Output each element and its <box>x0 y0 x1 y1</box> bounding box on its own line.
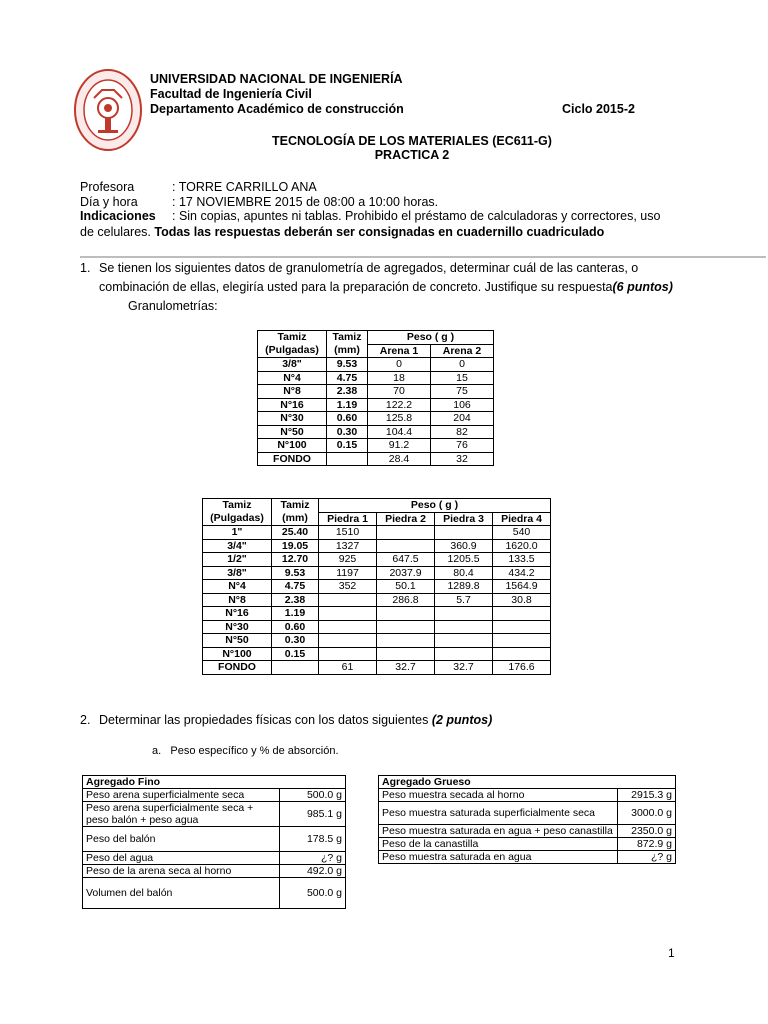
cell: 352 <box>319 580 377 594</box>
cell: 0 <box>368 358 431 372</box>
table-row <box>379 851 676 864</box>
university-name: UNIVERSIDAD NACIONAL DE INGENIERÍA <box>150 72 403 86</box>
cell: ¿? g <box>618 851 676 864</box>
cell <box>435 647 493 661</box>
table-row <box>258 358 494 372</box>
cell: 1620.0 <box>493 539 551 553</box>
q2-number: 2. <box>80 713 91 727</box>
cell <box>435 607 493 621</box>
cell: FONDO <box>258 452 327 466</box>
cell <box>493 620 551 634</box>
q2-sub-a <box>152 745 339 757</box>
department-name: Departamento Académico de construcción <box>150 102 404 116</box>
professor-value: : TORRE CARRILLO ANA <box>172 180 317 194</box>
piedra-h-pulgadas: (Pulgadas) <box>203 512 272 526</box>
cell: 1197 <box>319 566 377 580</box>
cell: 3000.0 g <box>618 802 676 825</box>
cell: 2350.0 g <box>618 825 676 838</box>
table-row <box>83 852 346 865</box>
cell: 434.2 <box>493 566 551 580</box>
table-row <box>203 580 551 594</box>
arena-h-peso: Peso ( g ) <box>368 331 494 345</box>
cell: 61 <box>319 661 377 675</box>
table-row <box>258 425 494 439</box>
piedra-col-3: Piedra 3 <box>435 512 493 526</box>
cell: 91.2 <box>368 439 431 453</box>
cell: 82 <box>431 425 494 439</box>
cell: 133.5 <box>493 553 551 567</box>
cell: 75 <box>431 385 494 399</box>
cell: 360.9 <box>435 539 493 553</box>
cell: 25.40 <box>272 526 319 540</box>
table-row <box>83 865 346 878</box>
cell <box>377 620 435 634</box>
cell <box>319 620 377 634</box>
piedra-col-4: Piedra 4 <box>493 512 551 526</box>
cell <box>493 607 551 621</box>
indications-label: Indicaciones <box>80 209 156 223</box>
indications-cont: de celulares. <box>80 225 155 239</box>
cell <box>319 647 377 661</box>
table-row <box>83 789 346 802</box>
cell: N°16 <box>203 607 272 621</box>
cell: 1.19 <box>272 607 319 621</box>
cell: 2.38 <box>272 593 319 607</box>
table-row <box>203 661 551 675</box>
table-row <box>258 412 494 426</box>
cell: 125.8 <box>368 412 431 426</box>
table-row <box>83 827 346 852</box>
table-row <box>258 371 494 385</box>
cell: 32.7 <box>435 661 493 675</box>
table-row <box>258 439 494 453</box>
cell: N°100 <box>258 439 327 453</box>
table-row <box>203 607 551 621</box>
cell <box>435 634 493 648</box>
table-row <box>203 566 551 580</box>
cell: 104.4 <box>368 425 431 439</box>
cell <box>493 647 551 661</box>
cell: 1205.5 <box>435 553 493 567</box>
arena-h-mm: (mm) <box>327 344 368 358</box>
cell: ¿? g <box>280 852 346 865</box>
cell <box>272 661 319 675</box>
piedra-h-tamiz-mm: Tamiz <box>272 499 319 513</box>
cell: 1.19 <box>327 398 368 412</box>
cell: N°8 <box>203 593 272 607</box>
cell <box>493 634 551 648</box>
cell: 9.53 <box>327 358 368 372</box>
indications-bold: Todas las respuestas deberán ser consignadas en cuadernillo cuadriculado <box>154 225 605 239</box>
indications-value: : Sin copias, apuntes ni tablas. Prohibido el préstamo de calculadoras y correctores, uso <box>172 209 661 223</box>
cell: 500.0 g <box>280 789 346 802</box>
q2-text: Determinar las propiedades físicas con los datos siguientes <box>99 713 429 727</box>
cell: 540 <box>493 526 551 540</box>
cell: 178.5 g <box>280 827 346 852</box>
cell <box>319 607 377 621</box>
piedra-h-peso: Peso ( g ) <box>319 499 551 513</box>
cell: 2.38 <box>327 385 368 399</box>
cell <box>377 647 435 661</box>
q1-number: 1. <box>80 261 91 275</box>
cell: 50.1 <box>377 580 435 594</box>
cell <box>377 526 435 540</box>
cell: 15 <box>431 371 494 385</box>
table-row <box>379 802 676 825</box>
faculty-name: Facultad de Ingeniería Civil <box>150 87 312 101</box>
cell: 0.30 <box>272 634 319 648</box>
indications-line <box>80 209 660 223</box>
q2-points: (2 puntos) <box>431 713 493 727</box>
page-number: 1 <box>668 946 675 960</box>
cell: 872.9 g <box>618 838 676 851</box>
cell: 3/8" <box>203 566 272 580</box>
cell: 5.7 <box>435 593 493 607</box>
cell: 2915.3 g <box>618 789 676 802</box>
table-row <box>203 553 551 567</box>
cell: 28.4 <box>368 452 431 466</box>
table-row <box>83 878 346 909</box>
table-row <box>379 789 676 802</box>
cell: 19.05 <box>272 539 319 553</box>
piedra-h-mm: (mm) <box>272 512 319 526</box>
cell: N°30 <box>203 620 272 634</box>
cycle: Ciclo 2015-2 <box>562 102 635 116</box>
cell <box>319 634 377 648</box>
arena-col-2: Arena 2 <box>431 344 494 358</box>
table-row <box>258 385 494 399</box>
piedra-h-tamiz: Tamiz <box>203 499 272 513</box>
table-row <box>203 647 551 661</box>
cell: Peso muestra saturada superficialmente seca <box>379 802 618 825</box>
cell <box>435 526 493 540</box>
q2-sub-a-letter: a. <box>152 745 162 757</box>
cell: 3/8" <box>258 358 327 372</box>
table-row <box>83 802 346 827</box>
cell: 32.7 <box>377 661 435 675</box>
cell: N°16 <box>258 398 327 412</box>
cell: 80.4 <box>435 566 493 580</box>
cell: N°4 <box>258 371 327 385</box>
grueso-table <box>378 775 676 864</box>
cell: 0.15 <box>327 439 368 453</box>
university-logo <box>72 68 144 156</box>
piedra-table <box>202 498 551 675</box>
cell: 4.75 <box>272 580 319 594</box>
table-row <box>258 452 494 466</box>
cell: 1327 <box>319 539 377 553</box>
cell: 985.1 g <box>280 802 346 827</box>
professor-label: Profesora <box>80 180 135 194</box>
cell: Peso de la canastilla <box>379 838 618 851</box>
cell: 1" <box>203 526 272 540</box>
professor-line <box>80 180 317 194</box>
cell: 0.60 <box>327 412 368 426</box>
cell: Peso del balón <box>83 827 280 852</box>
cell: Peso del agua <box>83 852 280 865</box>
piedra-col-2: Piedra 2 <box>377 512 435 526</box>
q1-line1: Se tienen los siguientes datos de granulometría de agregados, determinar cuál de las canteras, o <box>99 261 639 275</box>
cell: N°4 <box>203 580 272 594</box>
cell: 647.5 <box>377 553 435 567</box>
indications-line-2 <box>80 225 604 239</box>
cell: Peso arena superficialmente seca <box>83 789 280 802</box>
table-row <box>379 825 676 838</box>
cell <box>435 620 493 634</box>
cell: 2037.9 <box>377 566 435 580</box>
cell: 204 <box>431 412 494 426</box>
date-value: : 17 NOVIEMBRE 2015 de 08:00 a 10:00 horas. <box>172 195 439 209</box>
cell: Peso muestra secada al horno <box>379 789 618 802</box>
practice-title: PRACTICA 2 <box>374 148 450 162</box>
cell: 30.8 <box>493 593 551 607</box>
table-row <box>203 526 551 540</box>
cell <box>377 539 435 553</box>
table-row <box>203 539 551 553</box>
cell: Peso arena superficialmente seca + peso balón + peso agua <box>83 802 280 827</box>
table-row <box>258 398 494 412</box>
q1-line2-text: combinación de ellas, elegiría usted para la preparación de concreto. Justifique su respuesta <box>99 280 613 294</box>
cell: N°50 <box>258 425 327 439</box>
cell: N°100 <box>203 647 272 661</box>
cell <box>327 452 368 466</box>
fino-title: Agregado Fino <box>83 776 346 789</box>
cell: 500.0 g <box>280 878 346 909</box>
cell <box>319 593 377 607</box>
cell: 3/4" <box>203 539 272 553</box>
cell: 12.70 <box>272 553 319 567</box>
table-row <box>203 620 551 634</box>
cell: N°50 <box>203 634 272 648</box>
cell: 0 <box>431 358 494 372</box>
arena-h-tamiz: Tamiz <box>258 331 327 345</box>
divider <box>80 256 766 258</box>
table-row <box>379 838 676 851</box>
cell: Volumen del balón <box>83 878 280 909</box>
cell: 32 <box>431 452 494 466</box>
cell: 4.75 <box>327 371 368 385</box>
cell: 925 <box>319 553 377 567</box>
cell: Peso muestra saturada en agua + peso canastilla <box>379 825 618 838</box>
grueso-title: Agregado Grueso <box>379 776 676 789</box>
cell: 18 <box>368 371 431 385</box>
cell: 1510 <box>319 526 377 540</box>
q1-subtitle: Granulometrías: <box>128 299 218 313</box>
cell <box>377 634 435 648</box>
course-title: TECNOLOGÍA DE LOS MATERIALES (EC611-G) <box>272 134 552 148</box>
cell: 122.2 <box>368 398 431 412</box>
arena-table <box>257 330 494 466</box>
piedra-col-1: Piedra 1 <box>319 512 377 526</box>
cell: 106 <box>431 398 494 412</box>
arena-h-tamiz-mm: Tamiz <box>327 331 368 345</box>
cell: 492.0 g <box>280 865 346 878</box>
q2-sub-a-text: Peso específico y % de absorción. <box>170 745 339 757</box>
cell: 0.60 <box>272 620 319 634</box>
cell: Peso de la arena seca al horno <box>83 865 280 878</box>
table-row <box>203 634 551 648</box>
cell <box>377 607 435 621</box>
cell: Peso muestra saturada en agua <box>379 851 618 864</box>
cell: FONDO <box>203 661 272 675</box>
cell: 1/2" <box>203 553 272 567</box>
q2-line <box>99 713 492 727</box>
cell: 1289.8 <box>435 580 493 594</box>
cell: N°30 <box>258 412 327 426</box>
q1-points: (6 puntos) <box>612 280 673 294</box>
cell: 1564.9 <box>493 580 551 594</box>
cell: 9.53 <box>272 566 319 580</box>
arena-col-1: Arena 1 <box>368 344 431 358</box>
arena-h-pulgadas: (Pulgadas) <box>258 344 327 358</box>
table-row <box>203 593 551 607</box>
cell: 0.15 <box>272 647 319 661</box>
q1-line2 <box>99 280 673 294</box>
cell: 286.8 <box>377 593 435 607</box>
cell: 70 <box>368 385 431 399</box>
cell: N°8 <box>258 385 327 399</box>
date-line <box>80 195 438 209</box>
date-label: Día y hora <box>80 195 138 209</box>
cell: 76 <box>431 439 494 453</box>
cell: 0.30 <box>327 425 368 439</box>
fino-table <box>82 775 346 909</box>
cell: 176.6 <box>493 661 551 675</box>
